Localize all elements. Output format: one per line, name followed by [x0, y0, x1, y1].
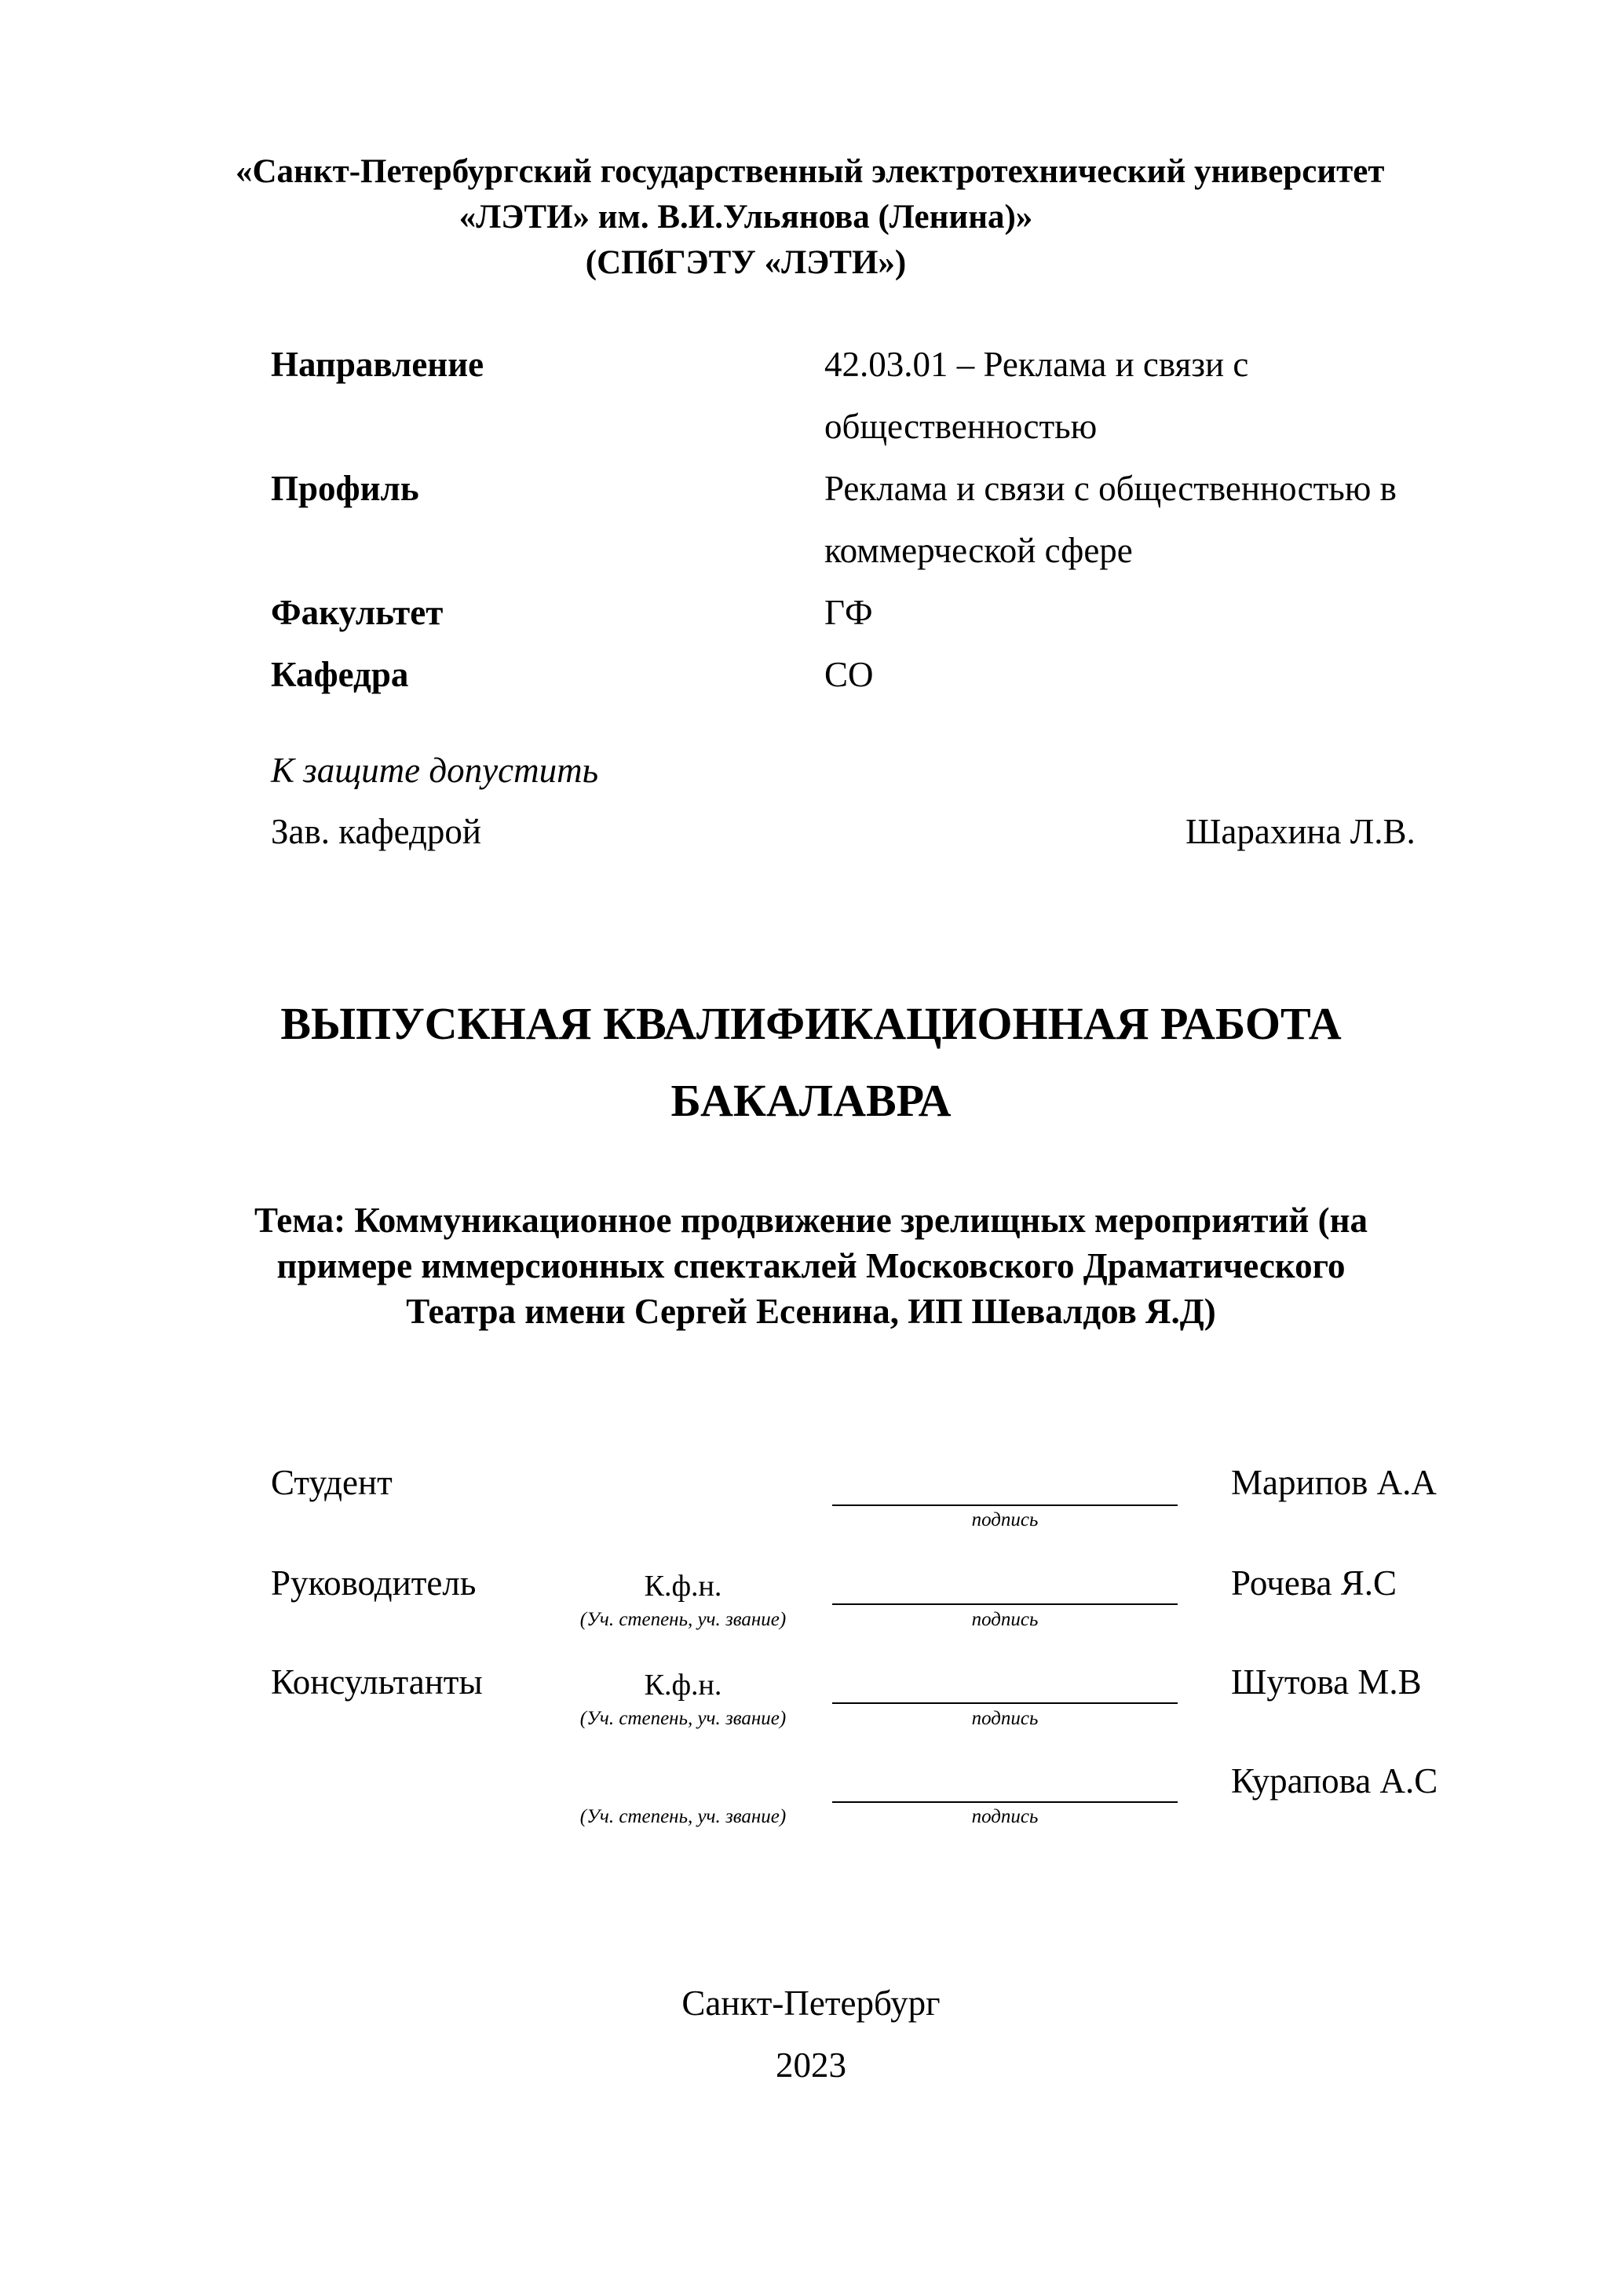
signature-name-student: Марипов А.А [1231, 1463, 1437, 1502]
degree-caption-supervisor: (Уч. степень, уч. звание) [579, 1609, 787, 1630]
university-header [236, 149, 1385, 286]
info-label-direction: Направление [271, 345, 484, 384]
signature-caption-consultant-1: подпись [971, 1708, 1039, 1729]
department-head-name: Шарахина Л.В. [1185, 812, 1416, 851]
signature-degree-consultant-1: К.ф.н. [644, 1669, 722, 1702]
university-abbreviation: (СПбГЭТУ «ЛЭТИ») [585, 244, 907, 281]
thesis-topic [157, 1197, 1465, 1334]
signature-line-consultant-2 [832, 1801, 1178, 1803]
info-label-faculty: Факультет [271, 593, 444, 632]
signature-name-supervisor: Рочева Я.С [1231, 1563, 1397, 1603]
university-name-line-2: «ЛЭТИ» им. В.И.Ульянова (Ленина)» [458, 199, 1033, 236]
info-label-department: Кафедра [271, 655, 409, 694]
thesis-topic-line-3: Театра имени Сергей Есенина, ИП Шевалдов Я.Д) [406, 1292, 1216, 1331]
signature-caption-supervisor: подпись [971, 1609, 1039, 1630]
info-label-profile: Профиль [271, 469, 419, 508]
degree-caption-consultant-1: (Уч. степень, уч. звание) [579, 1708, 787, 1729]
signature-caption-student: подпись [971, 1509, 1039, 1530]
work-title [157, 985, 1465, 1139]
info-value-profile: Реклама и связи с общественностью в коммерческой сфере [824, 469, 1397, 570]
thesis-topic-line-1: Тема: Коммуникационное продвижение зрелищных мероприятий (на [254, 1201, 1368, 1240]
signature-line-student [832, 1504, 1178, 1506]
university-name-line-1: «Санкт-Петербургский государственный электротехнический университет [236, 153, 1385, 190]
signature-role-consultants: Консультанты [271, 1662, 483, 1702]
footer-year: 2023 [776, 2046, 846, 2085]
signature-role-student: Студент [271, 1463, 393, 1502]
signature-line-consultant-1 [832, 1702, 1178, 1704]
work-title-line-2: БАКАЛАВРА [670, 1075, 952, 1126]
signature-line-supervisor [832, 1603, 1178, 1605]
signature-degree-supervisor: К.ф.н. [644, 1570, 722, 1603]
info-value-faculty: ГФ [824, 593, 873, 632]
degree-caption-consultant-2: (Уч. степень, уч. звание) [579, 1806, 787, 1827]
footer-city: Санкт-Петербург [681, 1983, 941, 2023]
thesis-topic-line-2: примере иммерсионных спектаклей Московского Драматического [276, 1246, 1346, 1285]
signature-name-consultant-2: Курапова А.С [1231, 1761, 1438, 1801]
signature-role-supervisor: Руководитель [271, 1563, 477, 1603]
info-value-direction: 42.03.01 – Реклама и связи с общественностью [824, 345, 1249, 446]
admission-note: К защите допустить [271, 751, 599, 790]
signature-name-consultant-1: Шутова М.В [1231, 1662, 1422, 1702]
info-value-department: СО [824, 655, 874, 694]
work-title-line-1: ВЫПУСКНАЯ КВАЛИФИКАЦИОННАЯ РАБОТА [280, 998, 1342, 1049]
signature-caption-consultant-2: подпись [971, 1806, 1039, 1827]
department-head-role: Зав. кафедрой [271, 812, 481, 851]
